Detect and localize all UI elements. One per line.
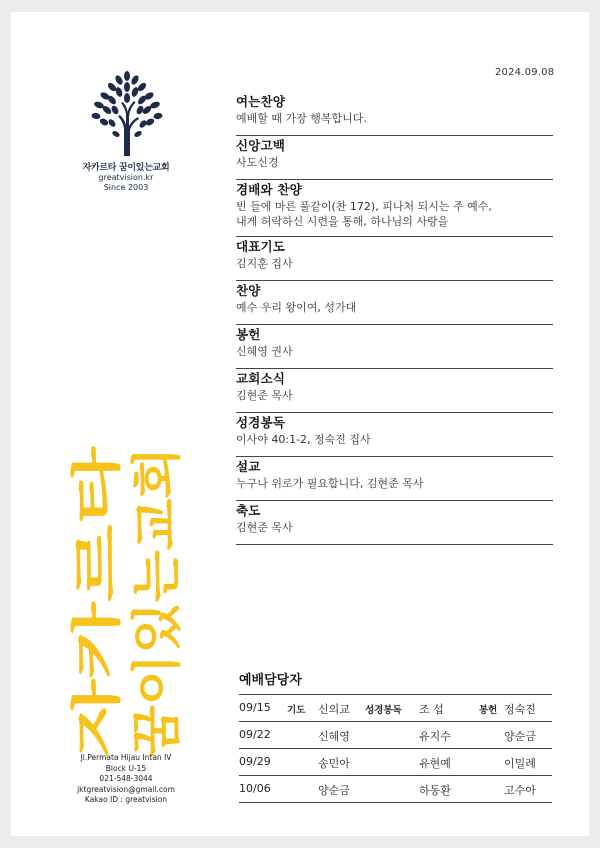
duty-row (239, 748, 552, 775)
order-item-body: 김현준 목사 (236, 521, 293, 534)
vertical-church-title (68, 437, 188, 757)
duty-row (239, 721, 552, 748)
order-item-title: 찬양 (236, 283, 261, 298)
church-since: Since 2003 (103, 183, 149, 192)
duty-prayer: 신의교 (318, 703, 350, 716)
address-line-2: Block U-15 (105, 763, 147, 773)
duty-offering: 이밀례 (504, 757, 536, 770)
duty-row (239, 694, 552, 721)
order-item-title: 축도 (236, 503, 261, 518)
bulletin-page (11, 12, 589, 836)
order-item (236, 457, 553, 501)
vertical-title-line1: 자카르타 (68, 563, 126, 757)
role-label-reading: 성경봉독 (365, 705, 402, 716)
email-address[interactable]: jktgreatvision@gmail.com (77, 784, 175, 794)
duty-table (239, 694, 552, 803)
order-item (236, 281, 553, 325)
order-item-body: 빈 들에 마른 풀같이(찬 172), 피나처 되시는 주 예수, 내게 허락하신 시련을 통해, 하나님의 사랑을 (236, 200, 492, 228)
order-item-title: 교회소식 (236, 371, 286, 386)
order-item-body: 예수 우리 왕이여, 성가대 (236, 301, 357, 314)
order-item-title: 성경봉독 (236, 415, 286, 430)
order-item-title: 여는찬양 (236, 94, 286, 109)
duty-prayer: 양순금 (318, 784, 350, 797)
kakao-id: Kakao ID : greatvision (84, 795, 168, 804)
duty-offering: 정숙진 (504, 703, 536, 716)
order-item-title: 대표기도 (236, 239, 286, 254)
duty-table-title: 예배담당자 (239, 673, 302, 688)
order-item-body: 누구나 위로가 필요합니다, 김현준 목사 (236, 477, 424, 490)
role-label-offering: 봉헌 (479, 705, 498, 716)
duty-date: 09/29 (239, 755, 271, 768)
tree-logo-icon (88, 70, 166, 156)
duty-offering: 양순금 (504, 730, 536, 743)
address-line-1: Jl.Permata Hijau Intan IV (80, 753, 172, 762)
order-of-worship (236, 92, 553, 545)
bulletin-date: 2024.09.08 (495, 67, 555, 78)
duty-date: 09/15 (239, 701, 271, 714)
duty-reading: 유현예 (419, 757, 451, 770)
order-item-body: 이사야 40:1-2, 정숙진 집사 (236, 433, 371, 446)
duty-reading: 하동환 (419, 784, 451, 797)
duty-row (239, 775, 552, 803)
role-label-prayer: 기도 (287, 705, 306, 716)
order-item (236, 92, 553, 136)
church-name: 자카르타 꿈이있는교회 (82, 163, 170, 173)
order-item-title: 봉헌 (236, 327, 261, 342)
duty-date: 09/22 (239, 728, 271, 741)
order-item-body: 김지훈 집사 (236, 257, 293, 270)
duty-date: 10/06 (239, 782, 271, 795)
order-item (236, 501, 553, 545)
order-item (236, 136, 553, 180)
order-item-title: 신앙고백 (236, 138, 286, 153)
church-contact (41, 753, 211, 806)
order-item (236, 369, 553, 413)
order-item (236, 413, 553, 457)
duty-reading: 유지수 (419, 730, 451, 743)
order-item-body: 김현준 목사 (236, 389, 293, 402)
order-item-body: 신혜영 권사 (236, 345, 293, 358)
vertical-title-line2: 꿈이있는교회 (128, 467, 186, 757)
order-item-title: 경배와 찬양 (236, 182, 302, 197)
order-item-body: 예배할 때 가장 행복합니다. (236, 112, 367, 125)
duty-prayer: 신혜영 (318, 730, 350, 743)
duty-reading: 조 섭 (419, 703, 444, 716)
phone-number[interactable]: 021-548-3044 (99, 774, 153, 783)
order-item (236, 180, 553, 237)
order-item (236, 237, 553, 281)
order-item (236, 325, 553, 369)
order-item-title: 설교 (236, 459, 261, 474)
duty-prayer: 송민아 (318, 757, 350, 770)
order-item-body: 사도신경 (236, 156, 279, 169)
church-website[interactable]: greatvision.kr (98, 173, 154, 182)
duty-offering: 고수아 (504, 784, 536, 797)
